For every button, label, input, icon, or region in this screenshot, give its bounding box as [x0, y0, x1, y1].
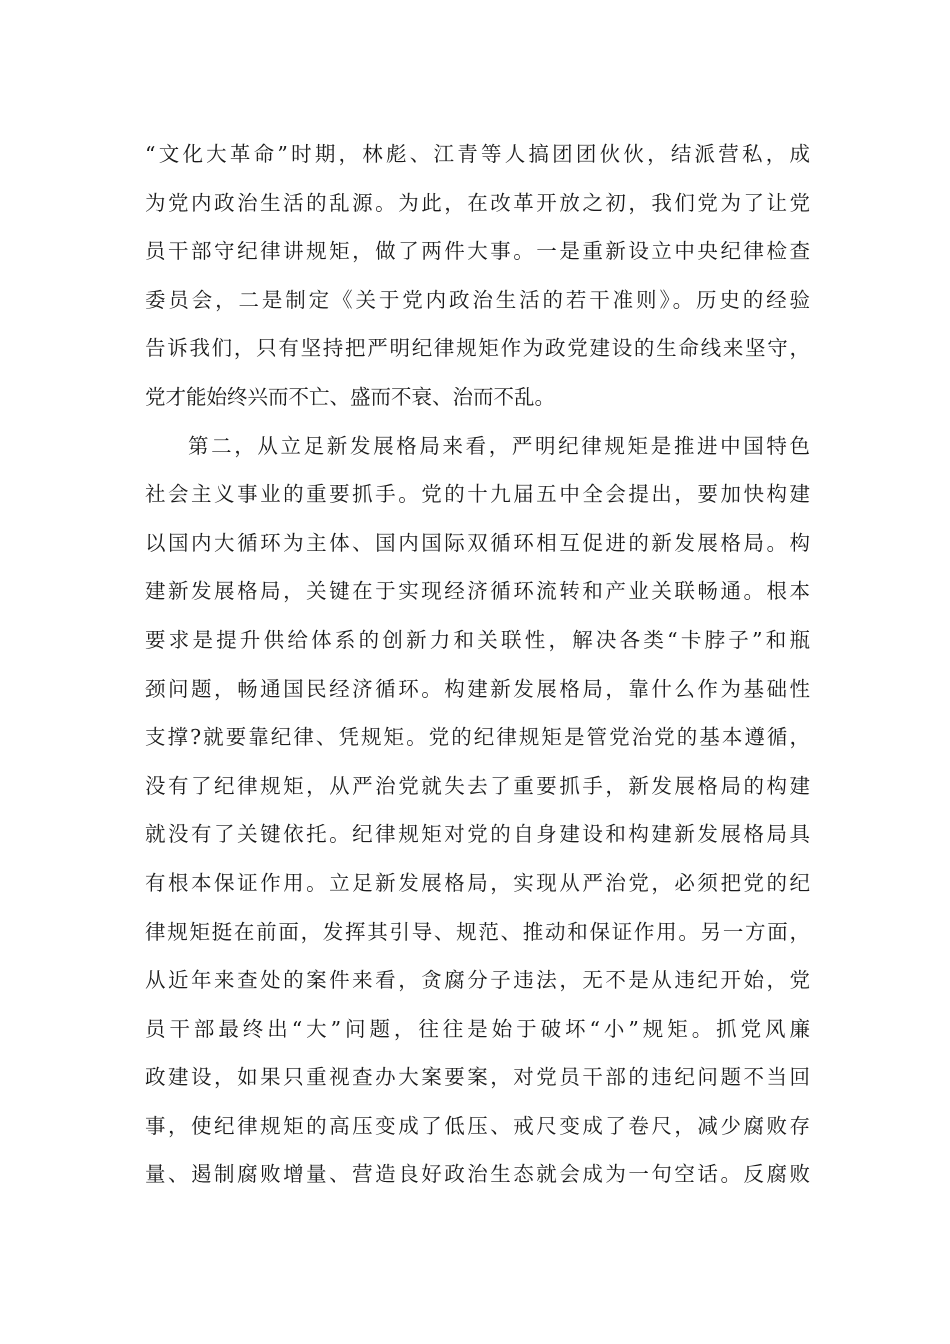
text-line: 政建设，如果只重视查办大案要案，对党员干部的违纪问题不当回 [145, 1065, 810, 1090]
text-line: 要求是提升供给体系的创新力和关联性，解决各类“卡脖子”和瓶 [145, 627, 810, 652]
document-body [145, 130, 810, 1199]
text-line: 告诉我们，只有坚持把严明纪律规矩作为政党建设的生命线来坚守， [145, 336, 810, 361]
text-line: 事，使纪律规矩的高压变成了低压、戒尺变成了卷尺，减少腐败存 [145, 1113, 810, 1138]
text-line: 律规矩挺在前面，发挥其引导、规范、推动和保证作用。另一方面， [145, 919, 810, 944]
text-line: 以国内大循环为主体、国内国际双循环相互促进的新发展格局。构 [145, 530, 810, 555]
paragraph-first-line: 第二，从立足新发展格局来看，严明纪律规矩是推进中国特色 [188, 433, 810, 458]
text-line: 建新发展格局，关键在于实现经济循环流转和产业关联畅通。根本 [145, 579, 810, 604]
text-line: 支撑?就要靠纪律、凭规矩。党的纪律规矩是管党治党的基本遵循， [145, 725, 810, 750]
text-line: 从近年来查处的案件来看，贪腐分子违法，无不是从违纪开始，党 [145, 968, 810, 993]
text-line: 党才能始终兴而不亡、盛而不衰、治而不乱。 [145, 384, 555, 409]
text-line: 没有了纪律规矩，从严治党就失去了重要抓手，新发展格局的构建 [145, 773, 810, 798]
text-line: 为党内政治生活的乱源。为此，在改革开放之初，我们党为了让党 [145, 190, 810, 215]
text-line: 委员会，二是制定《关于党内政治生活的若干准则》。历史的经验 [145, 287, 810, 312]
text-line: 员干部守纪律讲规矩，做了两件大事。一是重新设立中央纪律检查 [145, 239, 810, 264]
text-line: 就没有了关键依托。纪律规矩对党的自身建设和构建新发展格局具 [145, 822, 810, 847]
text-line: 有根本保证作用。立足新发展格局，实现从严治党，必须把党的纪 [145, 870, 810, 895]
text-line: 颈问题，畅通国民经济循环。构建新发展格局，靠什么作为基础性 [145, 676, 810, 701]
text-line: 量、遏制腐败增量、营造良好政治生态就会成为一句空话。反腐败 [145, 1162, 810, 1187]
text-line: 员干部最终出“大”问题，往往是始于破坏“小”规矩。抓党风廉 [145, 1016, 810, 1041]
text-line: 社会主义事业的重要抓手。党的十九届五中全会提出，要加快构建 [145, 482, 810, 507]
text-line: “文化大革命”时期，林彪、江青等人搞团团伙伙，结派营私，成 [145, 142, 810, 166]
